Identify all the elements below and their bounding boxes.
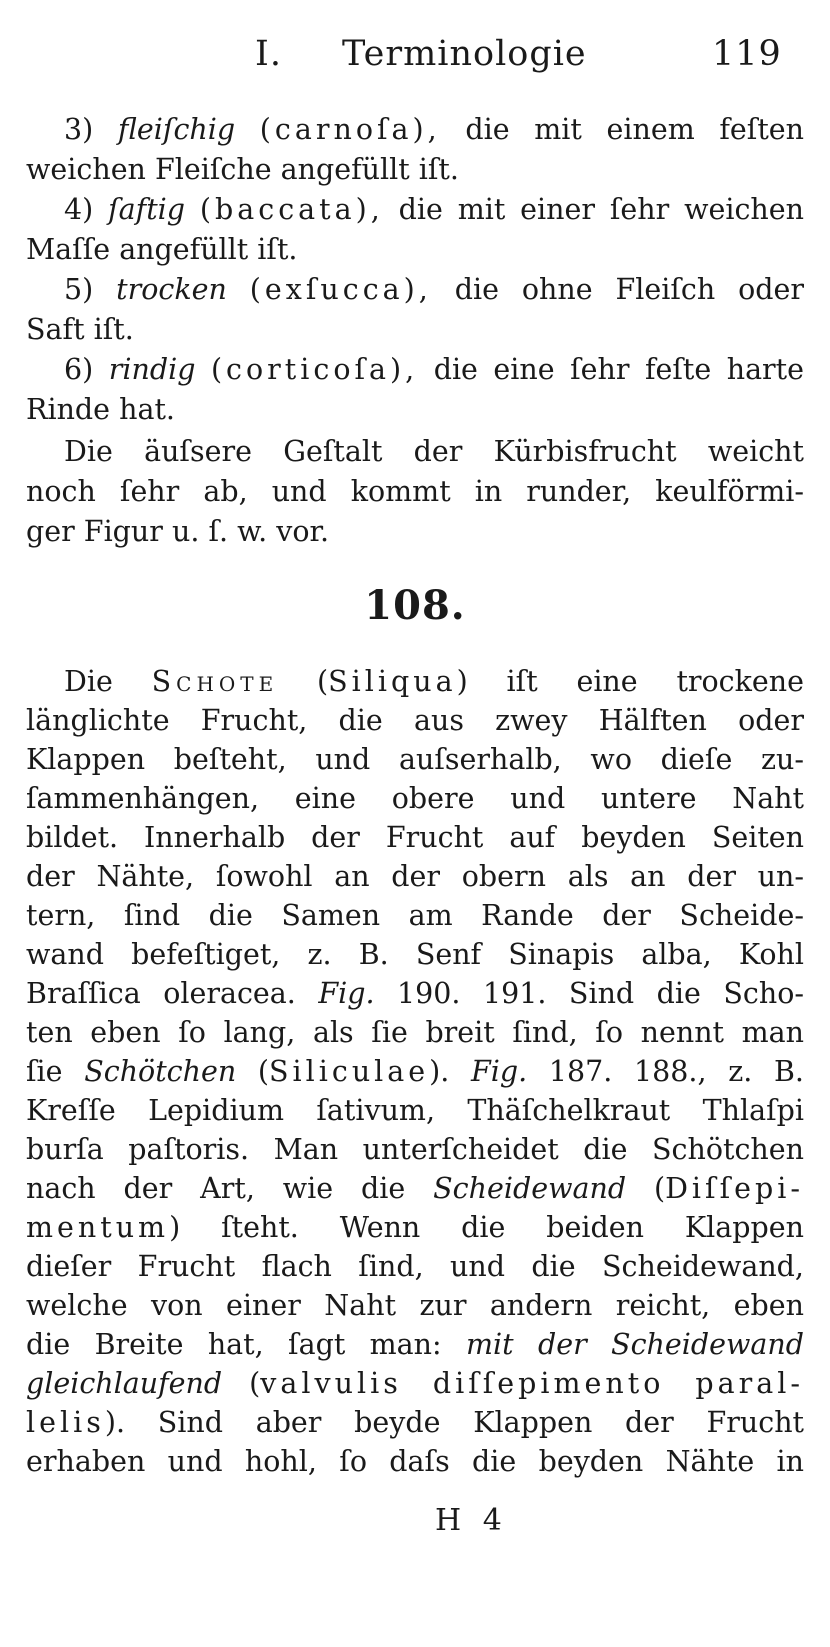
list-term: fleiſchig: [117, 113, 236, 146]
paragraph-2-line-6: der Nähte, ſowohl an der obern als an der un-: [26, 860, 804, 893]
page-number: 119: [712, 34, 782, 74]
list-item-6-line-2: Rinde hat.: [26, 393, 175, 426]
term-gleichlaufend: gleichlaufend: [26, 1367, 223, 1400]
latin-term: Siliculae: [269, 1055, 430, 1088]
term-schote: Schote: [151, 665, 279, 698]
paragraph-1-line-2: noch ſehr ab, und kommt in runder, keulförmi-: [26, 475, 804, 508]
paragraph-2-line-2: länglichte Frucht, die aus zwey Hälften oder: [26, 704, 804, 737]
text: ).: [429, 1055, 472, 1088]
list-item-6-line-1: [64, 350, 804, 390]
paragraph-2-line-5: bildet. Innerhalb der Frucht auf beyden Seiten: [26, 821, 804, 854]
text: ) iſt eine trockene: [456, 665, 804, 698]
text: die Breite hat, ſagt man:: [26, 1328, 466, 1361]
paragraph-2-line-16: dieſer Frucht flach ſind, und die Scheidewand,: [26, 1250, 804, 1283]
text: ſie: [26, 1055, 85, 1088]
header-section-numeral: I.: [255, 34, 282, 74]
latin-term: Diſſepi-: [665, 1172, 804, 1205]
paragraph-2-line-17: welche von einer Naht zur andern reicht, eben: [26, 1289, 804, 1322]
list-term: rindig: [108, 353, 196, 386]
latin-term: (baccata),: [199, 193, 384, 226]
paragraph-2-line-7: tern, ſind die Samen am Rande der Scheide-: [26, 899, 804, 932]
list-item-3-line-2: weichen Fleiſche angefüllt iſt.: [26, 153, 459, 186]
list-item-5-line-2: Saft iſt.: [26, 313, 134, 346]
latin-term: (corticoſa),: [210, 353, 419, 386]
list-term: ſaftig: [108, 193, 186, 226]
term-schoetchen: Schötchen: [84, 1055, 237, 1088]
paragraph-2-line-4: ſammenhängen, eine obere und untere Naht: [26, 782, 804, 815]
figure-reference: Fig.: [471, 1055, 528, 1088]
text: (: [278, 665, 329, 698]
text: 187. 188., z. B.: [527, 1055, 804, 1088]
latin-term: (carnoſa),: [259, 113, 441, 146]
running-header: [0, 34, 830, 84]
paragraph-2-line-20: [26, 1403, 804, 1443]
paragraph-2-line-11: [26, 1052, 804, 1092]
text: 190. 191. Sind die Scho-: [374, 977, 804, 1010]
paragraph-1-line-3: ger Figur u. ſ. w. vor.: [26, 515, 330, 548]
text: Braſſica oleracea.: [26, 977, 319, 1010]
list-text: die mit einer ſehr weichen: [398, 193, 805, 226]
list-text: die ohne Fleiſch oder: [454, 273, 805, 306]
list-text: die eine ſehr feſte harte: [433, 353, 805, 386]
text: (: [222, 1367, 261, 1400]
latin-term: mentum: [26, 1211, 170, 1244]
latin-term: Siliqua: [328, 665, 457, 698]
figure-reference: Fig.: [318, 977, 375, 1010]
list-item-3-line-1: [64, 110, 804, 150]
paragraph-2-line-3: Klappen beſteht, und auſserhalb, wo dieſe zu-: [26, 743, 804, 776]
paragraph-2-line-15: [26, 1208, 804, 1248]
paragraph-2-line-8: wand befeſtiget, z. B. Senf Sinapis alba, Kohl: [26, 938, 804, 971]
latin-term: (exſucca),: [249, 273, 432, 306]
term-phrase: mit der Scheidewand: [466, 1328, 804, 1361]
list-number: 4): [64, 193, 94, 226]
paragraph-2-line-13: burſa paſtoris. Man unterſcheidet die Schötchen: [26, 1133, 804, 1166]
text: Die: [64, 665, 152, 698]
header-title: Terminologie: [342, 34, 587, 74]
list-item-5-line-1: [64, 270, 804, 310]
list-number: 3): [64, 113, 94, 146]
text: nach der Art, wie die: [26, 1172, 434, 1205]
paragraph-2-line-14: [26, 1169, 804, 1209]
term-scheidewand: Scheidewand: [433, 1172, 627, 1205]
paragraph-2-line-21: erhaben und hohl, ſo daſs die beyden Nähte in: [26, 1445, 804, 1478]
latin-term: valvulis diſſepimento paral-: [260, 1367, 804, 1400]
paragraph-1-line-1: Die äuſsere Geſtalt der Kürbisfrucht weicht: [64, 435, 804, 468]
text: (: [626, 1172, 666, 1205]
paragraph-2-line-9: [26, 974, 804, 1014]
latin-term: lelis: [26, 1406, 105, 1439]
paragraph-2-line-12: Kreſſe Lepidium ſativum, Thäſchelkraut Thlaſpi: [26, 1094, 804, 1127]
paragraph-2-line-1: [64, 662, 804, 702]
paragraph-2-line-10: ten eben ſo lang, als ſie breit ſind, ſo nennt man: [26, 1016, 804, 1049]
list-term: trocken: [116, 273, 227, 306]
list-number: 5): [64, 273, 94, 306]
list-number: 6): [64, 353, 94, 386]
paragraph-2-line-18: [26, 1325, 804, 1365]
list-text: die mit einem feſten: [465, 113, 805, 146]
text: ) ſteht. Wenn die beiden Klappen: [169, 1211, 804, 1244]
list-item-4-line-2: Maſſe angefüllt iſt.: [26, 233, 298, 266]
printer-signature: H 4: [435, 1503, 508, 1538]
text: (: [236, 1055, 269, 1088]
text: ). Sind aber beyde Klappen der Frucht: [104, 1406, 804, 1439]
section-number: 108.: [364, 582, 466, 629]
paragraph-2-line-19: [26, 1364, 804, 1404]
list-item-4-line-1: [64, 190, 804, 230]
